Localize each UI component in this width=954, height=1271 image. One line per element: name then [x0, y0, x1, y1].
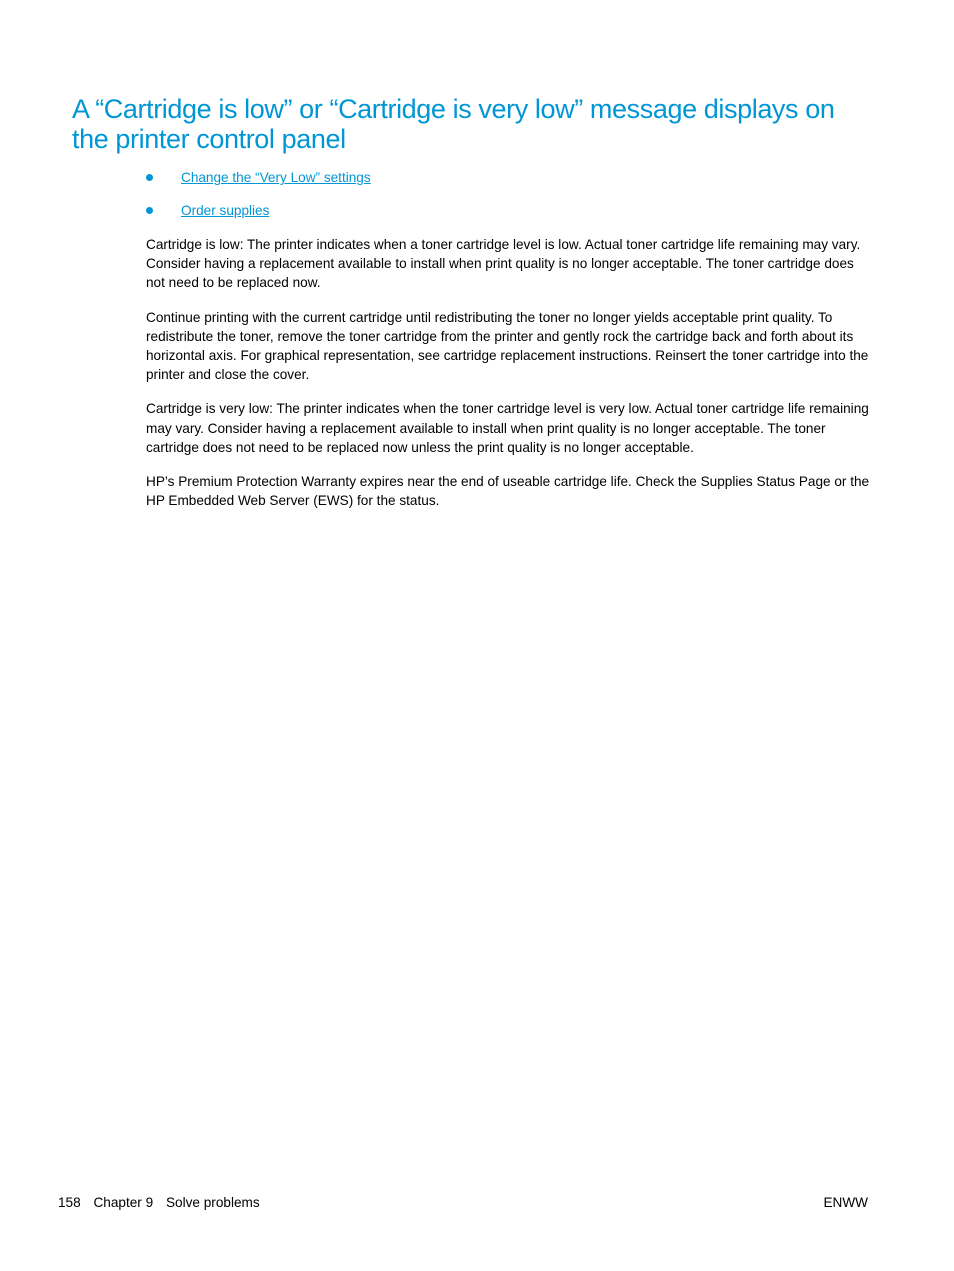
- cartridge-low-paragraph: [146, 235, 870, 293]
- cartridge-low-text: : The printer indicates when a toner cartridge level is low. Actual toner cartridge life remaining may vary. Consider having a replacement available to install when print quality is no longer acceptable. The toner cartridge does not need to be replaced now.: [146, 237, 861, 291]
- page-title: A “Cartridge is low” or “Cartridge is very low” message displays on the printer control panel: [72, 94, 835, 154]
- body-text: [146, 235, 870, 525]
- chapter-label: Chapter 9: [93, 1195, 154, 1210]
- section-label: Solve problems: [165, 1195, 260, 1210]
- cartridge-very-low-text: : The printer indicates when the toner cartridge level is very low. Actual toner cartridge life remaining may vary. Consider having a replacement available to install when print quality is no longer acceptable. The toner cartridge does not need to be replaced now unless the print quality is no longer acceptable.: [146, 401, 869, 455]
- bullet-icon: [146, 174, 153, 181]
- warranty-paragraph: HP’s Premium Protection Warranty expires near the end of useable cartridge life. Check the Supplies Status Page or the HP Embedded Web Server (EWS) for the status.: [146, 474, 870, 509]
- footer-left: [58, 1193, 269, 1212]
- cartridge-very-low-term: Cartridge is very low: [146, 401, 270, 417]
- footer-locale: ENWW: [823, 1195, 868, 1210]
- continue-printing-paragraph: Continue printing with the current cartridge until redistributing the toner no longer yields acceptable print quality. To redistribute the toner, remove the toner cartridge from the printer and gently rock the cartridge back and forth about its horizontal axis. For graphical representation, see cartridge replacement instructions. Reinsert the toner cartridge into the printer and close the cover.: [146, 309, 869, 383]
- change-very-low-settings-link[interactable]: Change the “Very Low” settings: [181, 170, 371, 185]
- bullet-icon: [146, 207, 153, 214]
- cartridge-low-term: Cartridge is low: [146, 237, 240, 252]
- order-supplies-link[interactable]: Order supplies: [181, 203, 270, 218]
- cartridge-very-low-paragraph: [146, 399, 870, 457]
- page-number: 158: [58, 1195, 81, 1210]
